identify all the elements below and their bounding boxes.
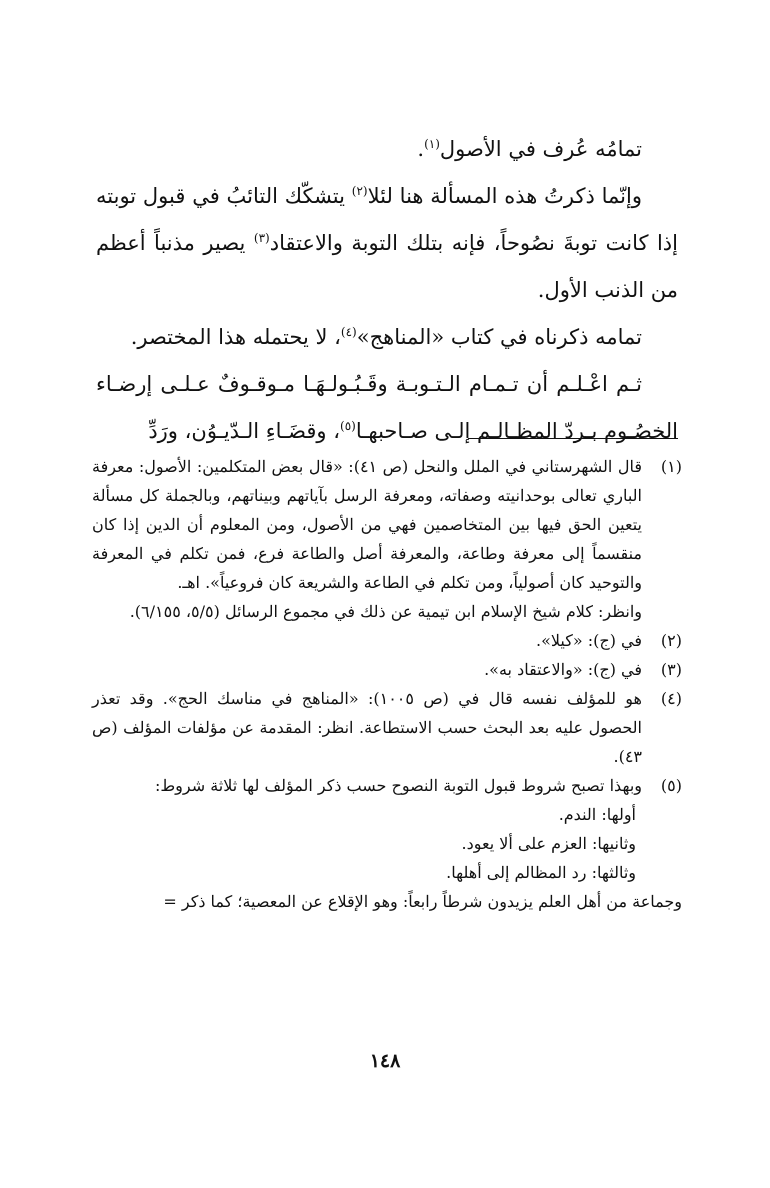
- paragraph-1: [96, 126, 678, 173]
- footnote-divider: [468, 438, 678, 439]
- paragraph-3: [96, 314, 678, 361]
- footnote-text: في (ج): «كيلا».: [535, 631, 642, 650]
- footnote-text: أولها: الندم.: [558, 805, 636, 824]
- paragraph-1-text: تمامُه عُرف في الأصول: [439, 137, 642, 161]
- footnote: [92, 684, 682, 771]
- footnote: [92, 626, 682, 655]
- footnote-ref-2: (٢): [351, 184, 368, 198]
- footnote: [92, 452, 682, 626]
- footnote-text: وثانيها: العزم على ألا يعود.: [461, 834, 636, 853]
- paragraph-2: [96, 173, 678, 314]
- footnote: [92, 655, 682, 684]
- footnote: [92, 771, 682, 887]
- footnote-number: (٣): [660, 660, 682, 679]
- footnote-number: (٢): [660, 631, 682, 650]
- page-number: ١٤٨: [369, 1050, 401, 1072]
- paragraph-3-text-a: تمامه ذكرناه في كتاب «المناهج»: [356, 325, 642, 349]
- footnote-number: (٤): [660, 689, 682, 708]
- paragraph-1-end: .: [417, 137, 425, 161]
- paragraph-2-text-a: وإنّما ذكرتُ هذه المسألة هنا لئلا: [367, 184, 642, 208]
- footnote-text: في (ج): «والاعتقاد به».: [484, 660, 642, 679]
- paragraph-2-text-b: يتشكّك التائبُ في قبول توبته إذا كانت توبةَ نصُوحاً، فإنه بتلك التوبة والاعتقاد: [96, 184, 678, 255]
- paragraph-2-text-c: يصير مذنباً أعظم من الذنب الأول.: [96, 231, 678, 302]
- paragraph-4: [96, 361, 678, 455]
- paragraph-4-text-a: ثـم اعْـلـم أن تـمـام الـتـوبـة وقَـبُـولـهَـا مـوقـوفٌ عـلـى إرضـاء الخصُـوم بـردّ المظـالـم إلـى صـاحبهـا: [96, 372, 678, 443]
- footnote-ref-1: (١): [424, 137, 440, 151]
- footnote-text: هو للمؤلف نفسه قال في (ص ١٠٠٥): «المناهج في مناسك الحج». وقد تعذر الحصول عليه بعد البحث حسب الاستطاعة. انظر: المقدمة عن مؤلفات المؤلف (ص ٤٣).: [92, 689, 642, 766]
- footnote-text: وبهذا تصبح شروط قبول التوبة النصوح حسب ذكر المؤلف لها ثلاثة شروط:: [154, 776, 642, 795]
- footnote-ref-4: (٤): [340, 325, 357, 339]
- footnote-text: وثالثها: رد المظالم إلى أهلها.: [446, 863, 636, 882]
- footnote-ref-5: (٥): [340, 419, 356, 433]
- paragraph-3-text-b: ، لا يحتمله هذا المختصر.: [130, 325, 341, 349]
- footnote-text: قال الشهرستاني في الملل والنحل (ص ٤١): «قال بعض المتكلمين: الأصول: معرفة الباري تعالى بوحدانيته وصفاته، ومعرفة الرسل بآياتهم وبيناتهم، وبالجملة كل مسألة يتعين الحق فيها بين المتخاصمين فهي من الأصول، ومن المعلوم أن الدين إذا كان منقسماً إلى معرفة وطاعة، والمعرفة أصل والطاعة فرع، فمن تكلم في المعرفة والتوحيد كان أصولياً، ومن تكلم في الطاعة والشريعة كان فروعياً». اهـ.: [92, 457, 643, 592]
- main-text: [96, 126, 678, 455]
- footnotes: [92, 452, 682, 916]
- footnote-text: وانظر: كلام شيخ الإسلام ابن تيمية عن ذلك في مجموع الرسائل (٥/٥، ٦/١٥٥).: [129, 602, 642, 621]
- paragraph-4-text-b: ، وقضَـاءِ الـدّيـوُن، ورَدِّ: [148, 419, 341, 443]
- footnote-continuation: وجماعة من أهل العلم يزيدون شرطاً رابعاً: وهو الإقلاع عن المعصية؛ كما ذكر =: [163, 892, 682, 911]
- footnote-number: (١): [660, 457, 682, 476]
- footnote-number: (٥): [660, 776, 682, 795]
- footnote-ref-3: (٣): [253, 231, 270, 245]
